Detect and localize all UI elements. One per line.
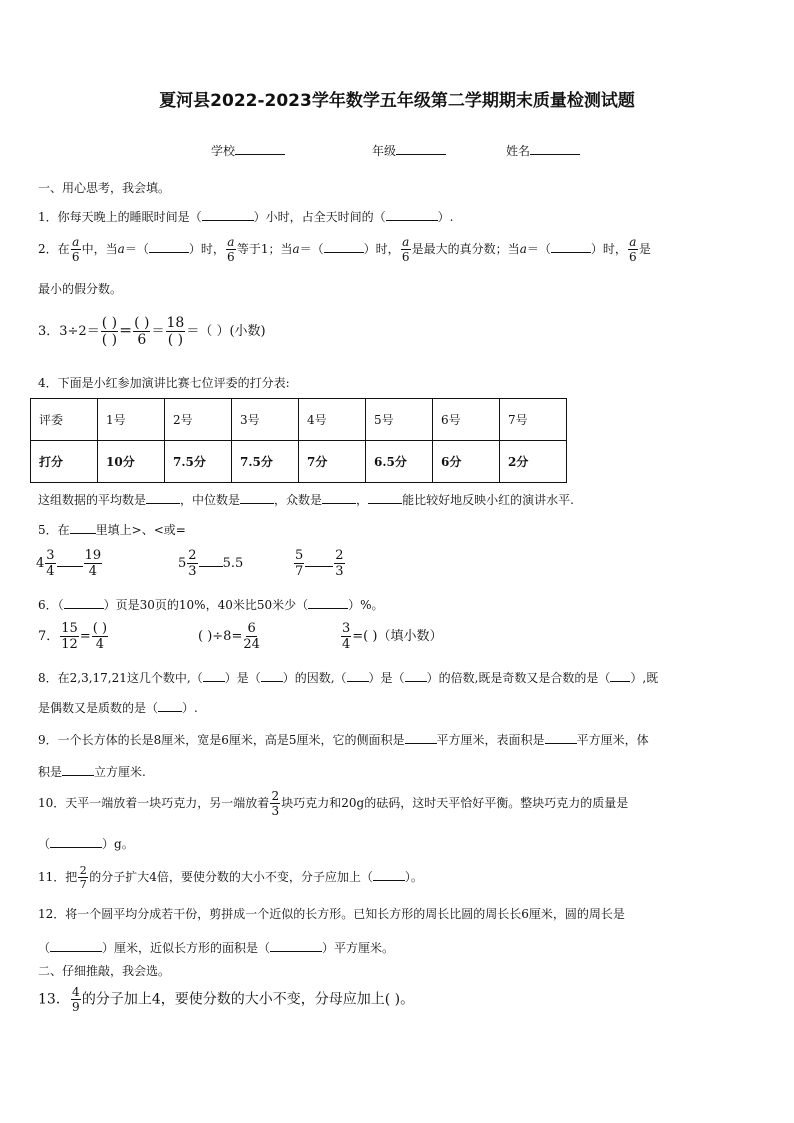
table-cell: 7.5分 — [232, 441, 299, 483]
section-heading-2: 二、仔细推敲，我会选。 — [38, 964, 171, 978]
table-cell: 5号 — [366, 399, 433, 441]
name-field: 姓名 — [506, 142, 580, 157]
question-9-line2: 积是 立方厘米. — [38, 765, 146, 779]
table-cell: 6号 — [433, 399, 500, 441]
question-4: 4．下面是小红参加演讲比赛七位评委的打分表: — [38, 376, 290, 390]
question-8: 8．在2,3,17,21这几个数中,（ ）是（ ）的因数,（ ）是（ ）的倍数,既是奇数又是合数的是（ ）,既 — [38, 671, 659, 685]
table-cell: 7分 — [299, 441, 366, 483]
table-cell: 2号 — [165, 399, 232, 441]
school-field: 学校 — [211, 142, 285, 157]
page-title: 夏河县2022-2023学年数学五年级第二学期期末质量检测试题 — [159, 91, 635, 111]
question-6: 6．（ ）页是30页的10%，40米比50米少（ ）%。 — [38, 598, 384, 612]
table-row — [31, 399, 567, 441]
table-cell: 1号 — [98, 399, 165, 441]
question-4-after: 这组数据的平均数是 ，中位数是 ，众数是 ， 能比较好地反映小红的演讲水平. — [38, 493, 574, 507]
question-10: 10．天平一端放着一块巧克力，另一端放着 $\frac{2}{3}$ 块巧克力和20g的砝码，这时天平恰好平衡。整块巧克力的质量是 — [38, 789, 629, 818]
compare-1: 4 $\frac{3}{4}$ $\frac{19}{4}$ — [36, 548, 102, 579]
score-table — [30, 398, 567, 483]
question-1: 1．你每天晚上的睡眠时间是（ ）小时，占全天时间的（ ）. — [38, 210, 454, 224]
table-cell: 4号 — [299, 399, 366, 441]
question-2: 2．在 $\frac{a}{6}$ 中，当a＝（ ）时， $\frac{a}{6}$ 等于1；当a＝（ ）时， $\frac{a}{6}$ 是最大的真分数；当a＝（ ）时， $\frac{a}{6}$ 是 — [38, 235, 651, 264]
section-heading-1: 一、用心思考，我会填。 — [38, 181, 171, 195]
table-cell: 10分 — [98, 441, 165, 483]
table-cell: 6分 — [433, 441, 500, 483]
table-cell: 3号 — [232, 399, 299, 441]
question-3: 3．3÷2＝ $\frac{( )}{( )}$ ＝ $\frac{( )}{6}$ ＝ $\frac{18}{( )}$ ＝（ ）(小数) — [38, 315, 266, 348]
question-8-line2: 是偶数又是质数的是（ ）. — [38, 701, 198, 715]
table-cell: 2分 — [500, 441, 567, 483]
question-7: 7． $\frac{15}{12}$ = $\frac{( )}{4}$ — [38, 621, 108, 652]
question-2-line2: 最小的假分数。 — [38, 282, 123, 296]
table-cell: 评委 — [31, 399, 98, 441]
question-11: 11．把 $\frac{2}{7}$ 的分子扩大4倍，要使分数的大小不变，分子应加上（ ）。 — [38, 864, 423, 891]
question-9: 9．一个长方体的长是8厘米，宽是6厘米，高是5厘米，它的侧面积是 平方厘米，表面积是 平方厘米，体 — [38, 733, 649, 747]
table-cell: 打分 — [31, 441, 98, 483]
question-13: 13． $\frac{4}{9}$ 的分子加上4，要使分数的大小不变，分母应加上( )。 — [38, 985, 415, 1014]
question-10-line2: （ ）g。 — [38, 837, 134, 851]
grade-field: 年级 — [372, 142, 446, 157]
question-12-line2: （ ）厘米，近似长方形的面积是（ ）平方厘米。 — [38, 941, 395, 955]
table-row — [31, 441, 567, 483]
table-cell: 6.5分 — [366, 441, 433, 483]
table-cell: 7号 — [500, 399, 567, 441]
compare-3: $\frac{5}{7}$ $\frac{2}{3}$ — [295, 548, 344, 579]
question-7-part3: $\frac{3}{4}$ =( )（填小数） — [342, 621, 443, 652]
question-7-part2: ( )÷8= $\frac{6}{24}$ — [198, 621, 260, 652]
compare-2: 5 $\frac{2}{3}$ 5.5 — [178, 548, 244, 579]
question-5: 5．在 里填上>、<或= — [38, 523, 186, 537]
question-12: 12．将一个圆平均分成若干份，剪拼成一个近似的长方形。已知长方形的周长比圆的周长长6厘米，圆的周长是 — [38, 907, 625, 921]
table-cell: 7.5分 — [165, 441, 232, 483]
